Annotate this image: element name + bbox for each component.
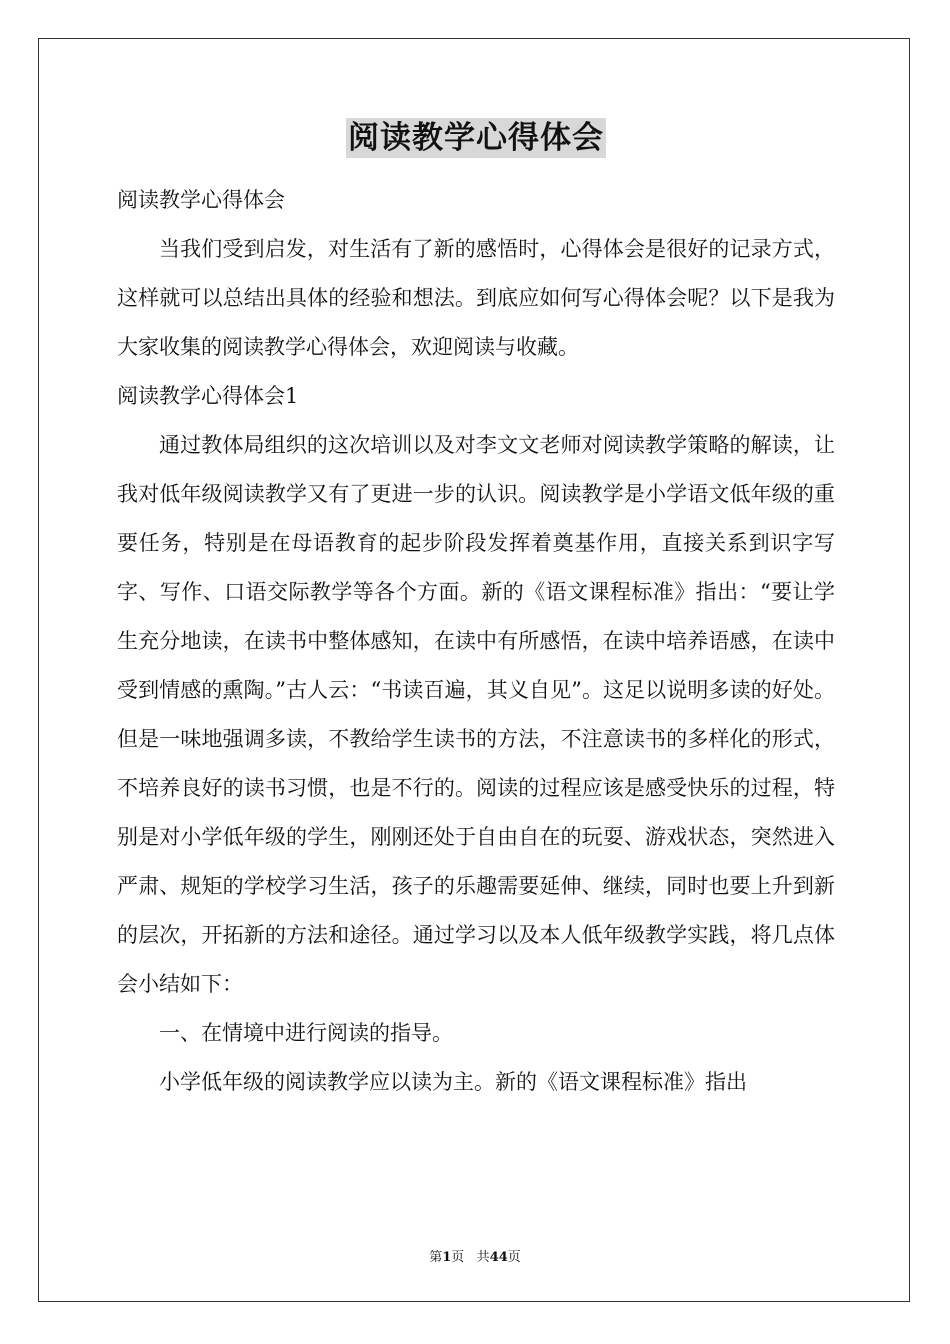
body-paragraph: 一、在情境中进行阅读的指导。 [159,1021,453,1045]
current-page-number: 1 [442,1250,452,1265]
title-container [117,118,835,176]
intro-paragraph: 当我们受到启发，对生活有了新的感悟时，心得体会是很好的记录方式，这样就可以总结出具体的经验和想法。到底应如何写心得体会呢？以下是我为大家收集的阅读教学心得体会，欢迎阅读与收藏。 [117,237,835,359]
body-paragraph: 通过教体局组织的这次培训以及对李文文老师对阅读教学策略的解读，让我对低年级阅读教学又有了更进一步的认识。阅读教学是小学语文低年级的重要任务，特别是在母语教育的起步阶段发挥着奠基作用，直接关系到识字写字、写作、口语交际教学等各个方面。新的《语文课程标准》指出：“要让学生充分地读，在读书中整体感知，在读中有所感悟，在读中培养语感，在读中受到情感的熏陶。”古人云：“书读百遍，其义自见”。这足以说明多读的好处。但是一味地强调多读，不教给学生读书的方法，不注意读书的多样化的形式，不培养良好的读书习惯，也是不行的。阅读的过程应该是感受快乐的过程，特别是对小学低年级的学生，刚刚还处于自由自在的玩耍、游戏状态，突然进入严肃、规矩的学校学习生活，孩子的乐趣需要延伸、继续，同时也要上升到新的层次，开拓新的方法和途径。通过学习以及本人低年级教学实践，将几点体会小结如下： [117,433,835,996]
document-title: 阅读教学心得体会 [348,120,604,156]
document-body [117,118,835,1107]
total-pages-number: 44 [489,1250,508,1265]
total-prefix: 共 [476,1250,490,1265]
page-prefix: 第 [429,1250,443,1265]
section-heading: 阅读教学心得体会1 [117,384,299,408]
total-label: 页 [507,1250,521,1265]
page-footer [0,1246,950,1265]
document-subtitle: 阅读教学心得体会 [117,188,285,212]
page-label: 页 [451,1250,465,1265]
body-paragraph: 小学低年级的阅读教学应以读为主。新的《语文课程标准》指出 [159,1070,747,1094]
